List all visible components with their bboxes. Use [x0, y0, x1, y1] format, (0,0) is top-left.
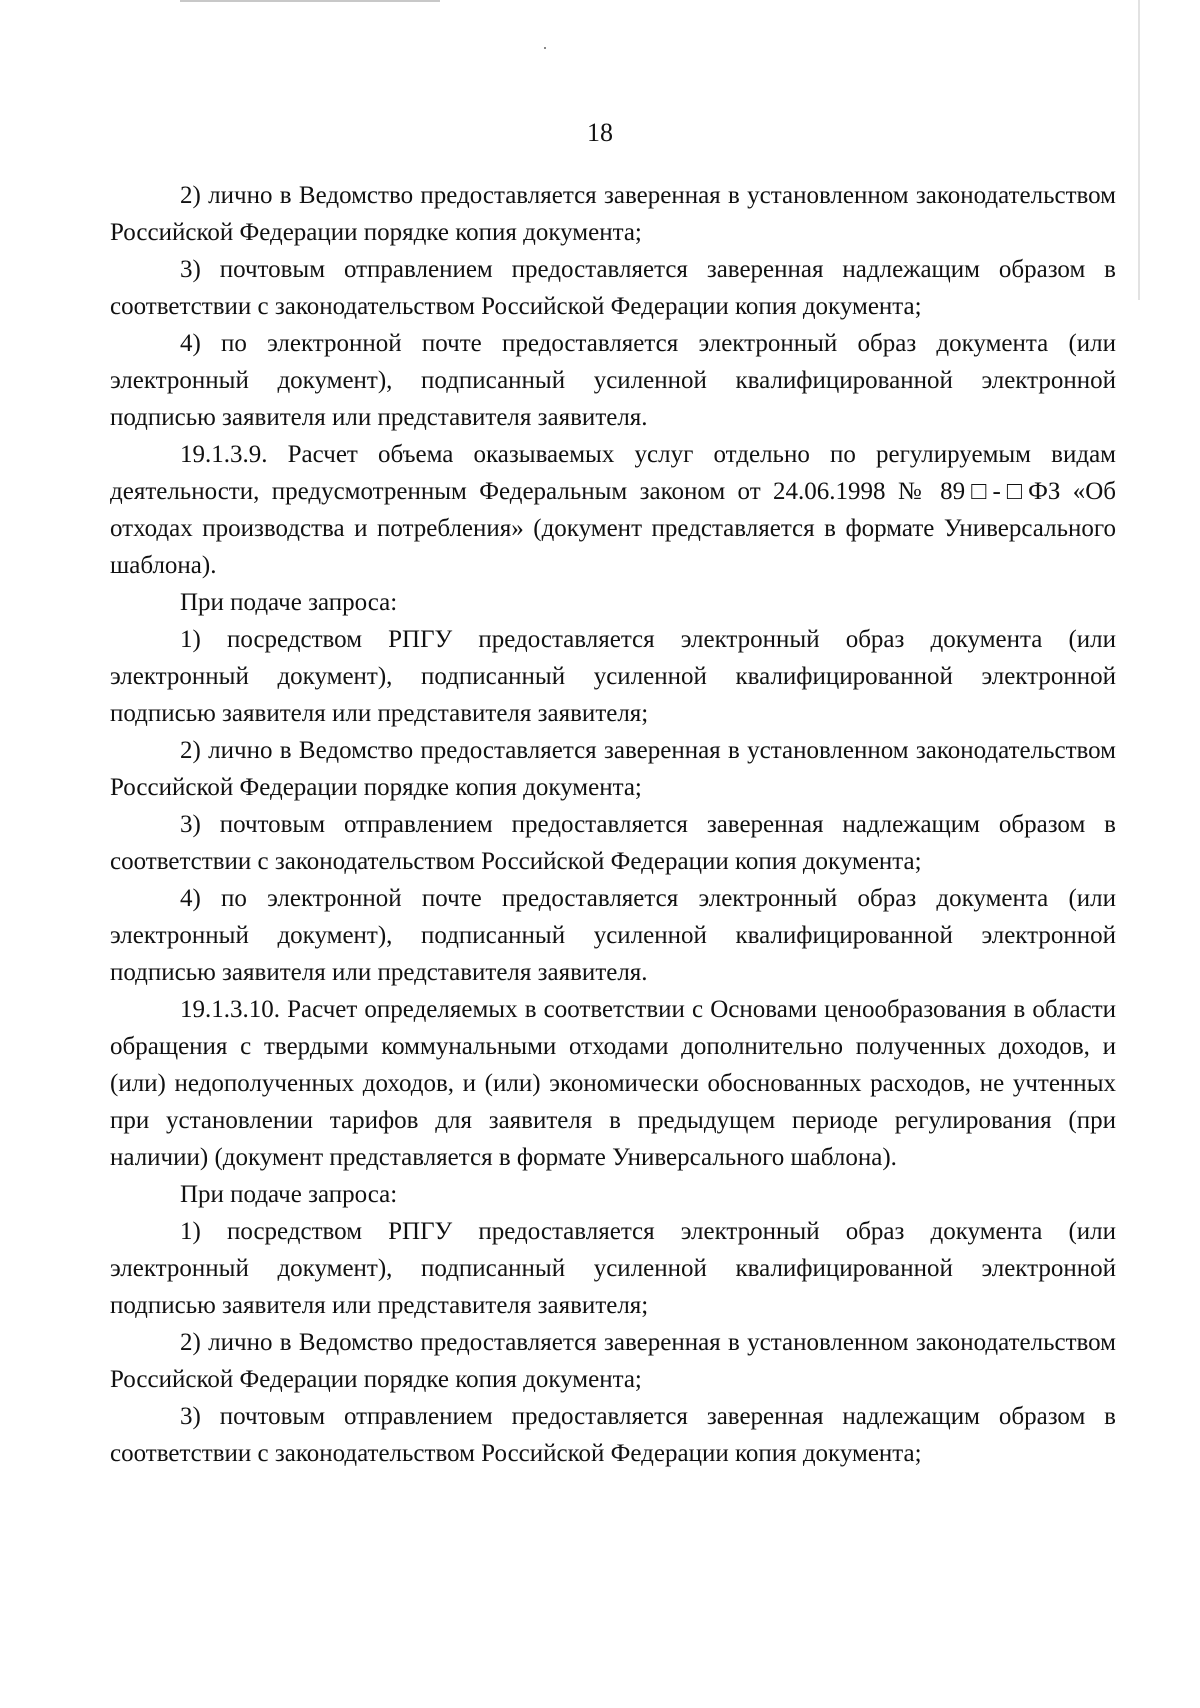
paragraph: 3) почтовым отправлением предоставляется заверенная надлежащим образом в соответствии с законодательством Российской Федерации копия документа; — [110, 811, 1116, 875]
paragraph: 1) посредством РПГУ предоставляется электронный образ документа (или электронный документ), подписанный усиленной квалифицированной электронной подписью заявителя или представителя заявителя; — [110, 1218, 1116, 1319]
page-number: 18 — [587, 118, 613, 147]
paragraph: 19.1.3.10. Расчет определяемых в соответствии с Основами ценообразования в области обращения с твердыми коммунальными отходами дополнительно полученных доходов, и (или) недополученных доходов, и (или) экономически обоснованных расходов, не учтенных при установлении тарифов для заявителя в предыдущем периоде регулирования (при наличии) (документ представляется в формате Универсального шаблона). — [110, 996, 1116, 1171]
paragraph: При подаче запроса: — [180, 1181, 398, 1208]
paragraph: 4) по электронной почте предоставляется электронный образ документа (или электронный документ), подписанный усиленной квалифицированной электронной подписью заявителя или представителя заявителя. — [110, 330, 1116, 431]
paragraph: 1) посредством РПГУ предоставляется электронный образ документа (или электронный документ), подписанный усиленной квалифицированной электронной подписью заявителя или представителя заявителя; — [110, 626, 1116, 727]
paragraph: 4) по электронной почте предоставляется электронный образ документа (или электронный документ), подписанный усиленной квалифицированной электронной подписью заявителя или представителя заявителя. — [110, 885, 1116, 986]
scan-edge-right — [1138, 0, 1140, 300]
paragraph: При подаче запроса: — [180, 589, 398, 616]
scan-speck — [544, 47, 546, 49]
paragraph: 2) лично в Ведомство предоставляется заверенная в установленном законодательством Российской Федерации порядке копия документа; — [110, 182, 1116, 246]
scan-edge-top — [180, 0, 440, 2]
paragraph: 19.1.3.9. Расчет объема оказываемых услуг отдельно по регулируемым видам деятельности, предусмотренным Федеральным законом от 24.06.1998 № 89□-□ФЗ «Об отходах производства и потребления» (документ представляется в формате Универсального шаблона). — [110, 441, 1116, 579]
paragraph: 2) лично в Ведомство предоставляется заверенная в установленном законодательством Российской Федерации порядке копия документа; — [110, 1329, 1116, 1393]
paragraph: 3) почтовым отправлением предоставляется заверенная надлежащим образом в соответствии с законодательством Российской Федерации копия документа; — [110, 1403, 1116, 1467]
paragraph: 2) лично в Ведомство предоставляется заверенная в установленном законодательством Российской Федерации порядке копия документа; — [110, 737, 1116, 801]
document-body — [110, 177, 1116, 1472]
paragraph: 3) почтовым отправлением предоставляется заверенная надлежащим образом в соответствии с законодательством Российской Федерации копия документа; — [110, 256, 1116, 320]
